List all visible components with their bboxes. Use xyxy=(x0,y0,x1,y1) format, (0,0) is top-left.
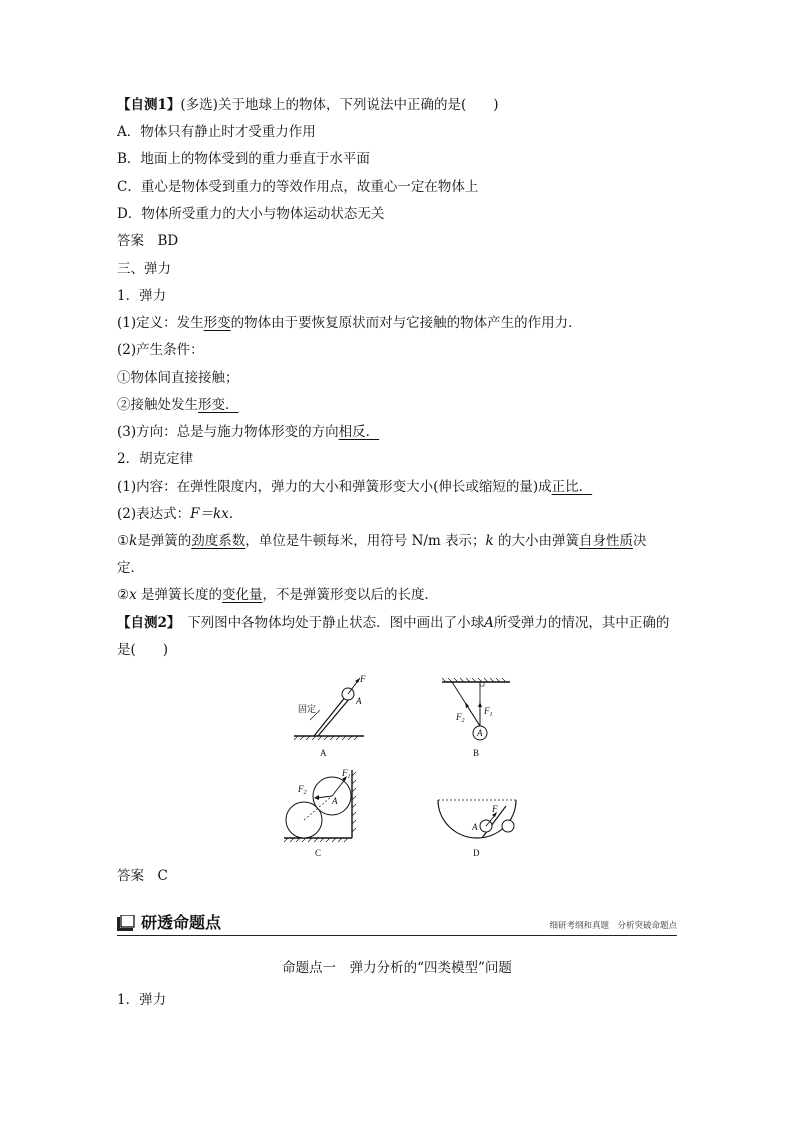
x-explanation xyxy=(117,585,438,605)
figure-c-ball-label: A xyxy=(332,796,338,806)
section-heading: 三、弹力 xyxy=(117,261,171,277)
x-key-term: 变化量 xyxy=(222,587,263,603)
section-banner-title: 研透命题点 xyxy=(141,913,222,932)
q2-stem-cont: 是( ) xyxy=(117,642,169,658)
k-bullet: ① xyxy=(117,533,130,549)
k-text-3: 的大小由弹簧 xyxy=(493,533,580,549)
x-variable: x xyxy=(129,587,137,603)
law-content xyxy=(117,477,592,497)
figure-a xyxy=(290,672,370,762)
q1-option-a: A．物体只有静止时才受重力作用 xyxy=(117,124,316,140)
x-text-2: ，不是弹簧形变以后的长度． xyxy=(262,587,439,603)
direction-key-term: 相反． xyxy=(338,424,380,440)
condition-1: ①物体间直接接触； xyxy=(117,370,239,386)
q1-stem xyxy=(117,95,498,115)
k-text-1: 是弹簧的 xyxy=(137,533,192,549)
definition-text-end: 的物体由于要恢复原状而对与它接触的物体产生的作用力． xyxy=(230,315,582,331)
expression-label: (2)表达式： xyxy=(117,506,191,522)
q2-tag: 【自测2】 xyxy=(117,615,174,631)
condition-title: (2)产生条件： xyxy=(117,342,204,358)
expression-line xyxy=(117,504,233,524)
x-text-1: 是弹簧长度的 xyxy=(136,587,223,603)
figure-b-ball-label: A xyxy=(477,728,483,738)
q1-tag: 【自测1】 xyxy=(117,97,181,113)
section-banner-icon xyxy=(117,915,135,932)
figure-a-force-label: F xyxy=(360,674,366,684)
figure-b-f2-label: $F_2$ xyxy=(456,712,465,724)
q2-answer-value: C xyxy=(157,868,168,884)
figure-a-caption: A xyxy=(320,748,327,758)
hooke-formula: F＝kx. xyxy=(190,506,234,522)
k-explanation xyxy=(117,531,647,551)
condition-2-key-term: 形变． xyxy=(198,397,239,413)
q2-stem-var: A xyxy=(484,615,494,631)
figure-d-caption: D xyxy=(473,848,480,858)
figure-d-force-label: F xyxy=(492,804,498,814)
figure-a-fixed-label: 固定 xyxy=(298,704,317,714)
condition-2 xyxy=(117,395,239,415)
sub-heading-elastic-force: 1．弹力 xyxy=(117,288,167,304)
condition-2-text: ②接触处发生 xyxy=(117,397,198,413)
x-bullet: ② xyxy=(117,587,130,603)
q1-option-c: C．重心是物体受到重力的等效作用点，故重心一定在物体上 xyxy=(117,179,479,195)
definition-key-term: 形变 xyxy=(203,315,231,331)
figure-b xyxy=(438,676,518,762)
k-key-term-property: 自身性质 xyxy=(579,533,634,549)
figure-c-caption: C xyxy=(315,848,322,858)
sub-heading-hooke: 2．胡克定律 xyxy=(117,451,194,467)
k-key-term-stiffness: 劲度系数 xyxy=(191,533,246,549)
k-variable: k xyxy=(129,533,138,549)
k-explanation-cont: 定． xyxy=(117,560,144,576)
k-text-2: ，单位是牛顿每米，用符号 N/m 表示； xyxy=(245,533,486,549)
figure-a-ball-label: A xyxy=(356,696,362,706)
q2-answer xyxy=(117,866,168,886)
section-banner-rule xyxy=(117,935,677,936)
figure-c-f1-label: $F_1$ xyxy=(342,768,351,780)
law-key-term: 正比． xyxy=(551,479,593,495)
q1-answer xyxy=(117,231,178,251)
q1-option-d: D．物体所受重力的大小与物体运动状态无关 xyxy=(117,206,385,222)
figure-b-f1-label: $F_1$ xyxy=(484,706,493,718)
law-text: (1)内容：在弹性限度内，弹力的大小和弹簧形变大小(伸长或缩短的量)成 xyxy=(117,479,552,495)
q2-answer-label: 答案 xyxy=(117,868,144,884)
direction-line xyxy=(117,422,379,442)
definition-text: (1)定义：发生 xyxy=(117,315,204,331)
k-variable-2: k xyxy=(485,533,494,549)
q2-stem-text-1: 下列图中各物体均处于静止状态．图中画出了小球 xyxy=(187,615,485,631)
q1-option-b: B．地面上的物体受到的重力垂直于水平面 xyxy=(117,151,370,167)
figure-c xyxy=(280,766,365,858)
q1-answer-value: BD xyxy=(157,233,179,249)
topic-sub-heading: 1．弹力 xyxy=(117,992,167,1008)
q2-stem-text-2: 所受弹力的情况，其中正确的 xyxy=(493,615,670,631)
figure-b-caption: B xyxy=(473,748,480,758)
section-banner-subtitle: 细研考纲和真题 分析突破命题点 xyxy=(549,921,677,931)
figure-c-f2-label: $F_2$ xyxy=(298,784,307,796)
topic-title: 命题点一 弹力分析的“四类模型”问题 xyxy=(282,960,512,976)
q2-stem xyxy=(117,613,669,633)
section-banner xyxy=(117,912,677,936)
q1-stem-text: (多选)关于地球上的物体，下列说法中正确的是( ) xyxy=(180,97,499,113)
k-text-4: 决 xyxy=(633,533,647,549)
definition-line xyxy=(117,313,582,333)
figure-d xyxy=(432,792,522,860)
direction-text: (3)方向：总是与施力物体形变的方向 xyxy=(117,424,339,440)
q1-answer-label: 答案 xyxy=(117,233,144,249)
figure-d-ball-label: A xyxy=(472,822,478,832)
